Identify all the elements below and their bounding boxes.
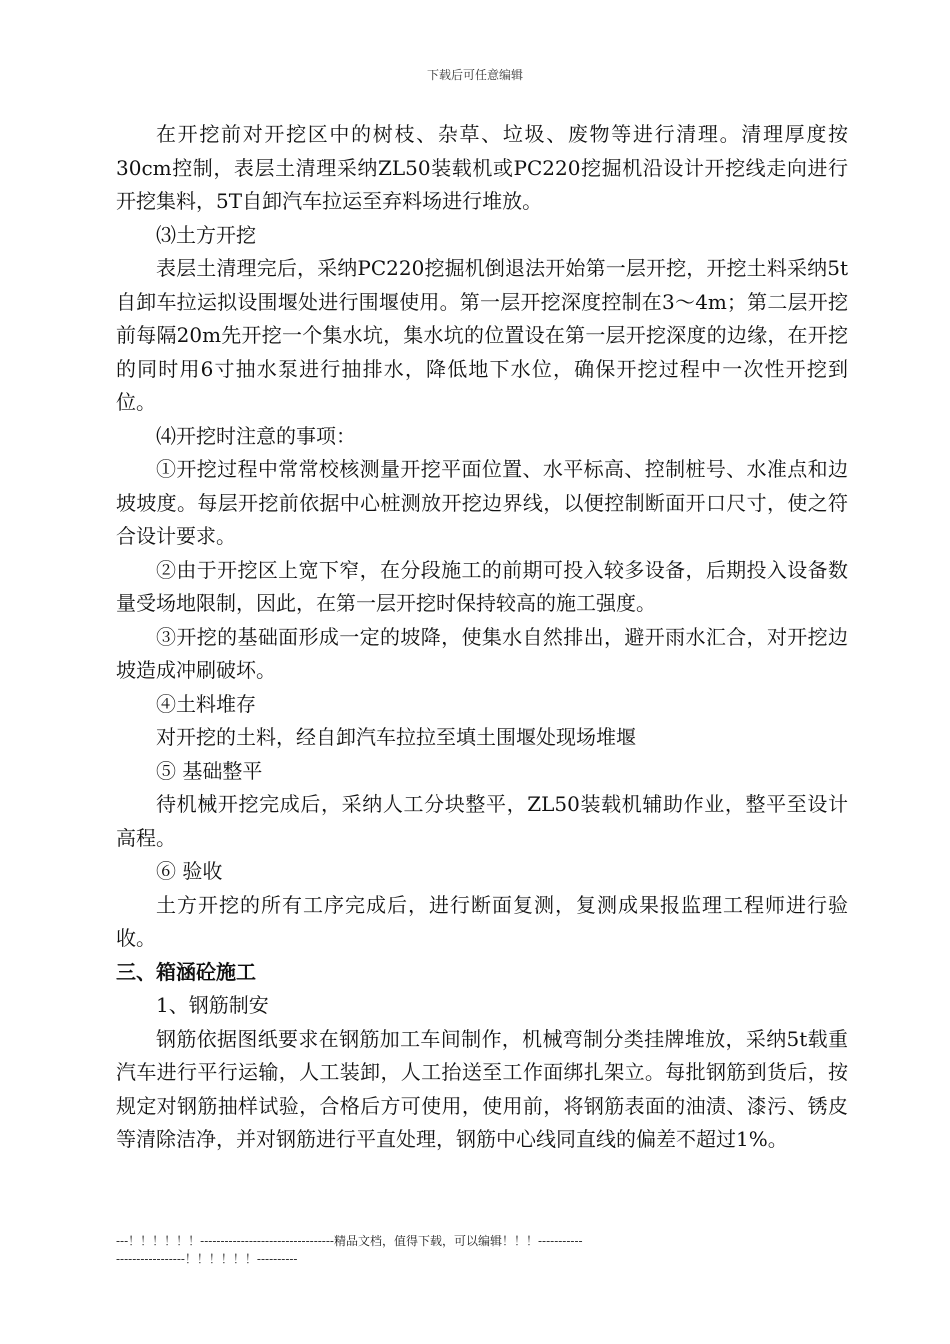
page-footer: ---！！！！！！---------------------------------精品文档，值得下载，可以编辑！！！----------------------------！！！！！！----------: [116, 1234, 583, 1266]
paragraph-item-3: ③开挖的基础面形成一定的坡降，使集水自然排出，避开雨水汇合，对开挖边坡造成冲刷破坏。: [116, 624, 848, 682]
paragraph-earthwork: 表层土清理完后，采纳PC220挖掘机倒退法开始第一层开挖，开挖土料采纳5t自卸车拉运拟设围堰处进行围堰使用。第一层开挖深度控制在3～4m；第二层开挖前每隔20m先开挖一个集水坑，集水坑的位置设在第一层开挖深度的边缘，在开挖的同时用6寸抽水泵进行抽排水，降低地下水位，确保开挖过程中一次性开挖到位。: [116, 256, 848, 414]
paragraph-item-4: 对开挖的土料，经自卸汽车拉拉至填土围堰处现场堆堰: [156, 725, 636, 749]
document-body: [116, 118, 848, 1157]
paragraph-item-1: ①开挖过程中常常校核测量开挖平面位置、水平标高、控制桩号、水准点和边坡坡度。每层开挖前依据中心桩测放开挖边界线，以便控制断面开口尺寸，使之符合设计要求。: [116, 457, 848, 548]
subheading-item-4: ④土料堆存: [156, 691, 256, 716]
paragraph-item-2: ②由于开挖区上宽下窄，在分段施工的前期可投入较多设备，后期投入设备数量受场地限制，因此，在第一层开挖时保持较高的施工强度。: [116, 557, 848, 615]
subheading-item-6: ⑥ 验收: [156, 859, 223, 883]
paragraph-item-6: 土方开挖的所有工序完成后，进行断面复测，复测成果报监理工程师进行验收。: [116, 892, 848, 950]
subheading-precautions: ⑷开挖时注意的事项：: [156, 423, 356, 448]
paragraph-clearing: 在开挖前对开挖区中的树枝、杂草、垃圾、废物等进行清理。清理厚度按30cm控制，表层土清理采纳ZL50装载机或PC220挖掘机沿设计开挖线走向进行开挖集料，5T自卸汽车拉运至弃料场进行堆放。: [116, 122, 848, 213]
paragraph-item-5: 待机械开挖完成后，采纳人工分块整平，ZL50装载机辅助作业，整平至设计高程。: [116, 792, 848, 850]
subheading-rebar: 1、钢筋制安: [156, 993, 269, 1017]
page-header: 下载后可任意编辑: [426, 68, 523, 82]
paragraph-rebar: 钢筋依据图纸要求在钢筋加工车间制作，机械弯制分类挂牌堆放，采纳5t载重汽车进行平行运输，人工装卸，人工抬送至工作面绑扎架立。每批钢筋到货后，按规定对钢筋抽样试验，合格后方可使用，使用前，将钢筋表面的油渍、漆污、锈皮等清除洁净，并对钢筋进行平直处理，钢筋中心线同直线的偏差不超过1%。: [116, 1026, 848, 1151]
subheading-item-5: ⑤ 基础整平: [156, 758, 263, 783]
subheading-earthwork: ⑶土方开挖: [156, 222, 256, 247]
section-heading-box-culvert: 三、箱涵砼施工: [116, 959, 256, 984]
